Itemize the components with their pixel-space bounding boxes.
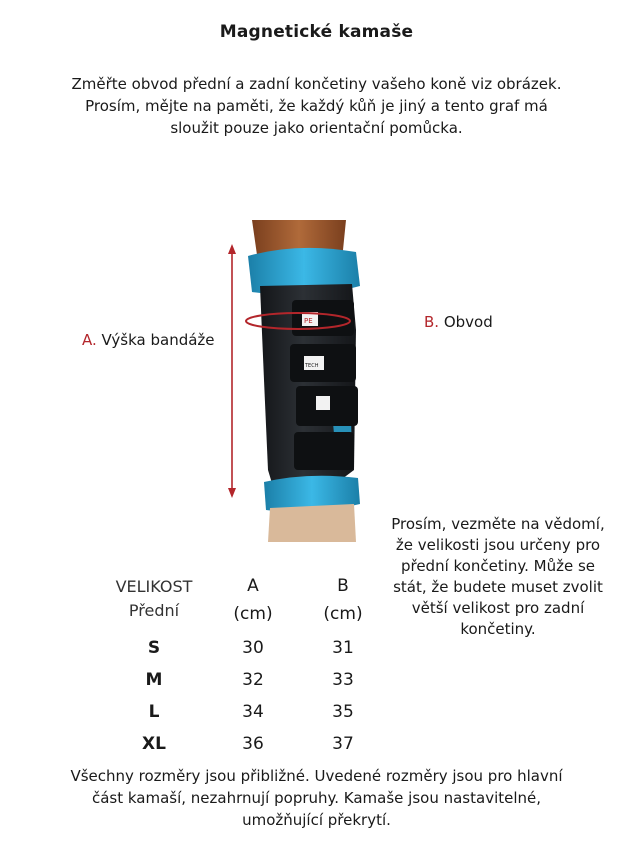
size-cell: L xyxy=(148,702,160,722)
note-line: Prosím, vezměte na vědomí, xyxy=(391,515,605,533)
intro-line: Změřte obvod přední a zadní končetiny vašeho koně viz obrázek. xyxy=(71,75,562,93)
unit-b: (cm) xyxy=(323,604,363,624)
table-row xyxy=(100,632,388,664)
footer-line: Všechny rozměry jsou přibližné. Uvedené rozměry jsou pro hlavní xyxy=(70,767,563,785)
strap xyxy=(294,432,354,470)
label-b-text: Obvod xyxy=(443,313,493,331)
page-title: Magnetické kamaše xyxy=(219,22,414,42)
table-header-row xyxy=(100,566,388,596)
note-line: větší velikost pro zadní xyxy=(411,599,585,617)
label-a-letter: A. xyxy=(82,331,97,349)
size-cell: XL xyxy=(142,734,166,754)
value-a-cell: 36 xyxy=(242,734,264,754)
value-b-cell: 37 xyxy=(332,734,354,754)
logo-text: TECH xyxy=(305,363,319,369)
unit-a: (cm) xyxy=(233,604,273,624)
table-row xyxy=(100,728,388,760)
note-line: stát, že budete muset zvolit xyxy=(393,578,603,596)
label-circumference xyxy=(424,313,493,331)
logo-patch xyxy=(316,396,330,410)
intro-line: Prosím, mějte na paměti, že každý kůň je jiný a tento graf má xyxy=(85,97,548,115)
logo-text: PE xyxy=(304,317,313,325)
table-row xyxy=(100,696,388,728)
footer-line: část kamaší, nezahrnují popruhy. Kamaše jsou nastavitelné, xyxy=(91,789,542,807)
table-row xyxy=(100,664,388,696)
footer-line: umožňující překrytí. xyxy=(242,811,391,829)
horse-hoof xyxy=(268,504,356,542)
value-a-cell: 30 xyxy=(242,638,264,658)
label-b-letter: B. xyxy=(424,313,440,331)
boot-illustration xyxy=(218,220,378,542)
size-table xyxy=(100,566,388,760)
size-note xyxy=(378,514,618,640)
size-cell: S xyxy=(147,638,161,658)
note-line: končetiny. xyxy=(460,620,536,638)
header-size-line: VELIKOST xyxy=(115,577,193,596)
value-a-cell: 34 xyxy=(242,702,264,722)
size-cell: M xyxy=(145,670,163,690)
label-a-text: Výška bandáže xyxy=(101,331,215,349)
value-b-cell: 33 xyxy=(332,670,354,690)
value-b-cell: 31 xyxy=(332,638,354,658)
label-height xyxy=(82,331,215,349)
header-size xyxy=(100,566,208,632)
value-b-cell: 35 xyxy=(332,702,354,722)
header-a: A xyxy=(247,576,259,596)
footer-text xyxy=(20,765,613,831)
note-line: přední končetiny. Může se xyxy=(400,557,596,575)
note-line: že velikosti jsou určeny pro xyxy=(395,536,601,554)
header-b: B xyxy=(337,576,349,596)
header-size-line: Přední xyxy=(128,601,180,620)
value-a-cell: 32 xyxy=(242,670,264,690)
intro-text xyxy=(40,73,593,139)
intro-line: sloužit pouze jako orientační pomůcka. xyxy=(170,119,463,137)
